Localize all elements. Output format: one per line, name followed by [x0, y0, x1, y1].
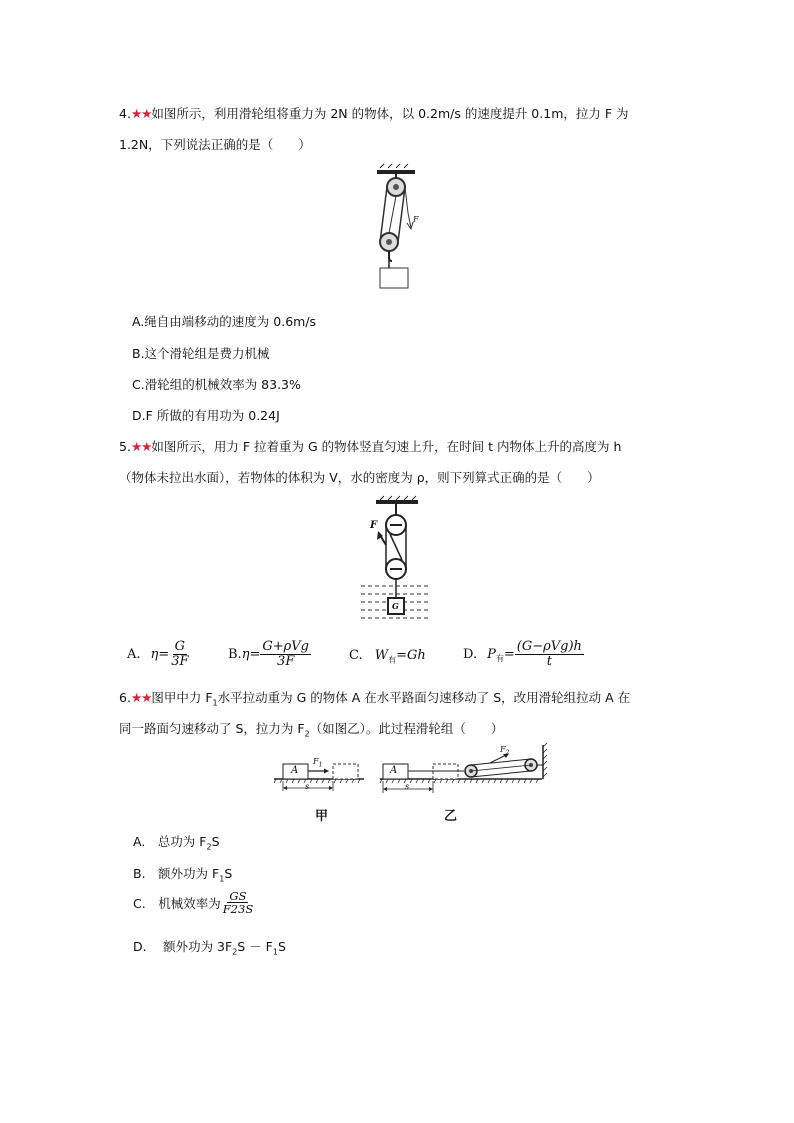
q6-option-b — [133, 864, 232, 884]
q5-option-a-label: A. — [127, 646, 141, 662]
q6-jia-s-label: s — [305, 782, 310, 791]
q6-option-c-fraction — [221, 890, 256, 915]
q5-option-b-lhs: η= — [241, 646, 261, 662]
numerator: G — [174, 639, 186, 654]
q6-fig-jia-caption: 甲 — [315, 809, 329, 824]
q6-text: 图甲中力 F — [151, 690, 213, 705]
q6-fig-yi-caption: 乙 — [444, 809, 458, 824]
numerator: GS — [229, 889, 247, 903]
q5-figure-F-label: F — [370, 520, 378, 531]
q6-sub: 2 — [304, 729, 310, 739]
q5-option-a-fraction — [169, 640, 190, 668]
option-text: C. 机械效率为 — [133, 895, 221, 911]
difficulty-stars: ★★ — [130, 690, 152, 705]
q5-text-line1: 如图所示，用力 F 拉着重为 G 的物体竖直匀速上升，在时间 t 内物体上升的高度为 h — [151, 439, 622, 454]
numerator: (G−ρVg)h — [516, 639, 582, 654]
q6-text: （如图乙）。此过程滑轮组（ ） — [309, 721, 504, 736]
denominator: 3F — [171, 653, 189, 669]
F-sub: 1 — [318, 761, 323, 769]
q6-yi-F2-label — [500, 745, 509, 757]
q6-option-a — [133, 832, 220, 852]
q5-option-b-label: B. — [228, 646, 242, 662]
q6-figure-jia — [274, 755, 374, 795]
option-text: S — [224, 866, 233, 881]
denominator: F23S — [222, 902, 254, 917]
q4-text-line1: 如图所示，利用滑轮组将重力为 2N 的物体，以 0.2m/s 的速度提升 0.1m，拉力 F 为 — [151, 106, 629, 121]
q5-option-d-fraction — [515, 640, 584, 668]
q5-option-c — [349, 648, 426, 666]
q5-option-d-eq: = — [503, 646, 515, 662]
option-sub: 1 — [219, 874, 225, 884]
q5-option-d-label: D. — [463, 646, 478, 662]
q4-option-d: D.F 所做的有用功为 0.24J — [132, 408, 280, 423]
q6-text: 水平拉动重为 G 的物体 A 在水平路面匀速移动了 S，改用滑轮组拉动 A 在 — [217, 690, 631, 705]
q6-yi-s-label: s — [405, 782, 410, 791]
q4-option-b: B.这个滑轮组是费力机械 — [132, 346, 270, 361]
option-sub: 2 — [232, 947, 238, 957]
option-text: D. 额外功为 3F — [133, 939, 233, 954]
q5-option-d — [463, 640, 584, 668]
q5-number: 5. — [119, 439, 131, 454]
denominator: t — [546, 653, 552, 669]
difficulty-stars: ★★ — [130, 106, 152, 121]
q5-option-b — [228, 640, 311, 668]
option-text: S — [211, 834, 220, 849]
q5-line1 — [119, 437, 621, 455]
F-text: F — [500, 745, 506, 754]
q5-option-b-fraction — [260, 640, 311, 668]
q6-option-d — [133, 937, 286, 957]
q5-option-c-lhs: W — [374, 648, 389, 663]
q6-jia-F1-label — [313, 757, 322, 769]
option-text: S — [277, 939, 286, 954]
q4-option-a: A.绳自由端移动的速度为 0.6m/s — [132, 314, 317, 329]
denominator: 3F — [277, 653, 295, 669]
q6-line2 — [119, 719, 503, 739]
option-text: A. 总功为 F — [133, 834, 207, 849]
q4-option-c: C.滑轮组的机械效率为 83.3% — [132, 377, 301, 392]
option-sub: 1 — [272, 947, 278, 957]
q5-line2: （物体未拉出水面），若物体的体积为 V，水的密度为 ρ，则下列算式正确的是（ ） — [119, 470, 600, 485]
q5-option-c-rhs: =Gh — [396, 648, 426, 663]
q6-text: 同一路面匀速移动了 S，拉力为 F — [119, 721, 305, 736]
q5-option-d-lhs: P — [487, 646, 496, 662]
F-sub: 2 — [505, 749, 510, 757]
option-text: B. 额外功为 F — [133, 866, 220, 881]
option-text: S － F — [237, 939, 273, 954]
q5-figure-G-label: G — [392, 601, 399, 611]
q6-number: 6. — [119, 690, 131, 705]
difficulty-stars: ★★ — [130, 439, 152, 454]
q5-option-a — [127, 640, 191, 668]
q4-number: 4. — [119, 106, 131, 121]
q4-line2: 1.2N，下列说法正确的是（ ） — [119, 137, 311, 152]
q5-option-c-label: C. — [349, 648, 363, 663]
q5-option-d-sub: 有 — [495, 654, 504, 664]
q6-line1 — [119, 688, 630, 708]
q6-option-c — [133, 890, 255, 915]
option-sub: 2 — [206, 842, 212, 852]
q5-option-a-lhs: η= — [150, 646, 170, 662]
q6-jia-A-label: A — [291, 765, 299, 776]
q6-yi-A-label: A — [390, 765, 398, 776]
numerator: G+ρVg — [262, 639, 310, 654]
q5-option-c-sub: 有 — [388, 655, 397, 665]
q6-sub: 1 — [212, 698, 218, 708]
q4-line1 — [119, 104, 629, 122]
q4-figure-F-label: F — [413, 215, 419, 224]
F-text: F — [313, 757, 319, 766]
q4-pulley-figure — [372, 168, 432, 293]
